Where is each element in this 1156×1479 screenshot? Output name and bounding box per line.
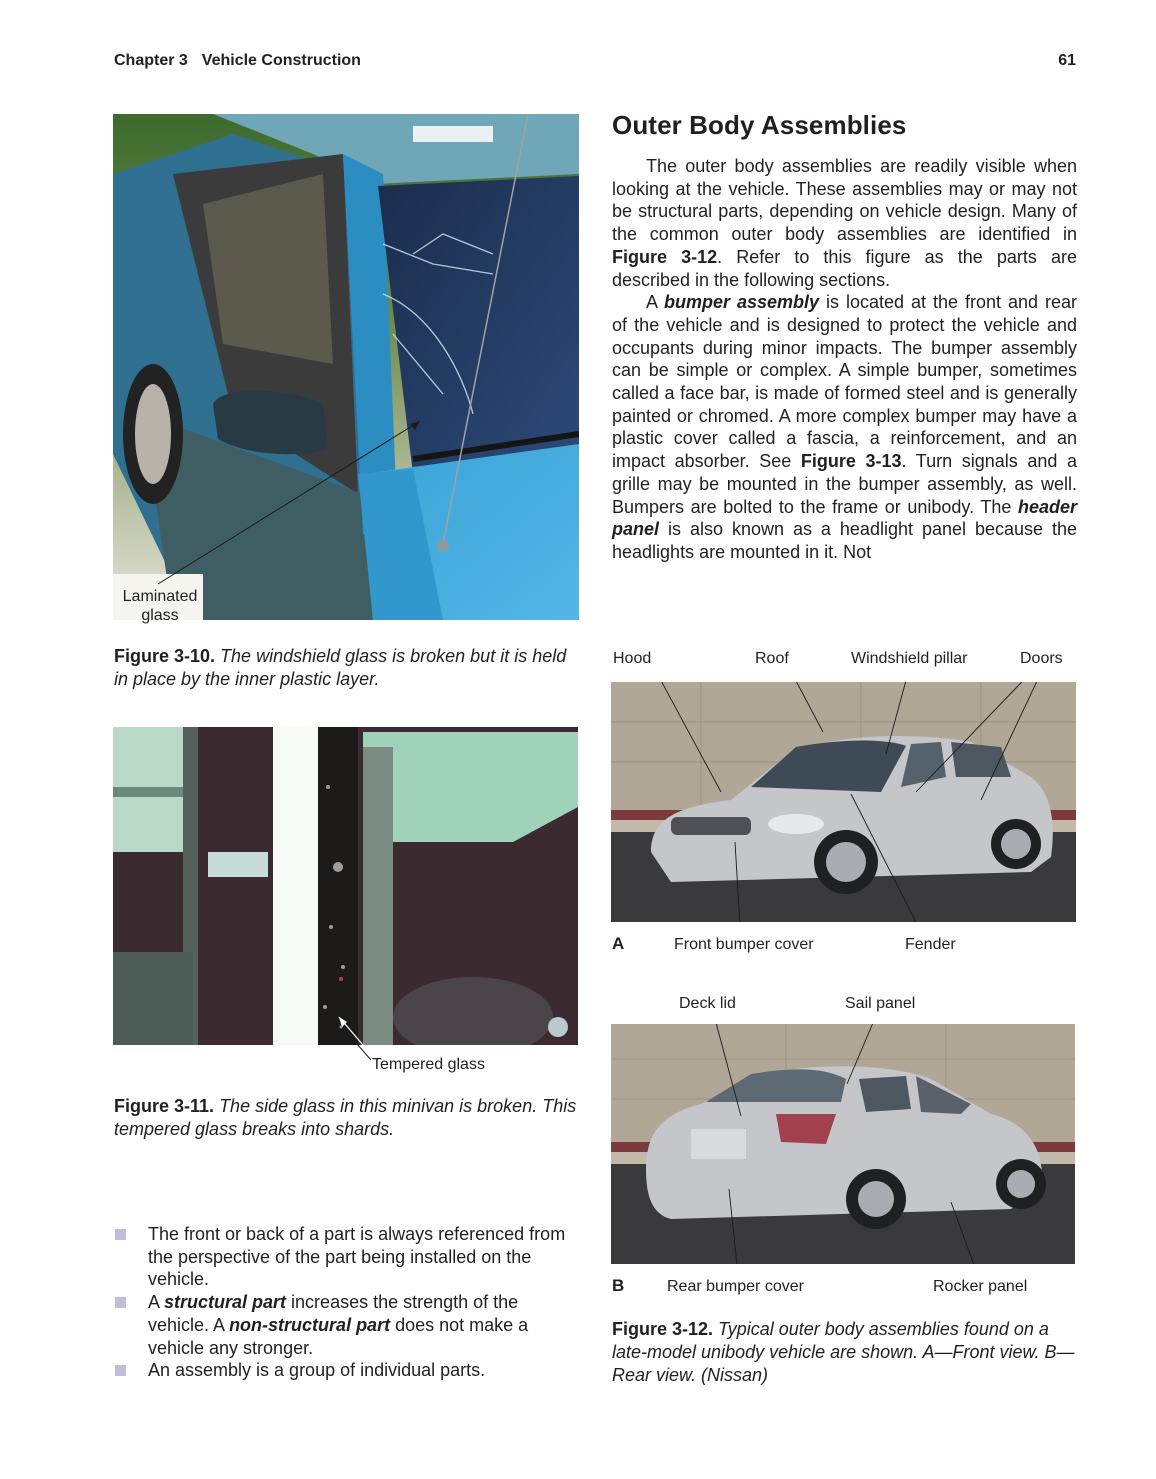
bullet-text: The front or back of a part is always referenced from the perspective of the part being installed on the vehicle.	[148, 1224, 566, 1290]
caption-label: Figure 3-11.	[114, 1096, 215, 1116]
figure-3-11-callout: Tempered glass	[372, 1056, 485, 1073]
label-hood: Hood	[613, 650, 652, 667]
figure-reference: Figure 3-13	[800, 451, 902, 472]
figure-3-10-photo	[113, 114, 579, 620]
text-run: is located at the front and rear of the vehicle and is designed to protect the vehicle and occupants during minor impacts. The bumper assembly can be simple or complex. A simple bumper, sometimes called a face bar, is made of formed steel and is generally painted or chromed. A more complex bumper may have a plastic cover called a fascia, a reinforcement, and an impact absorber. See	[612, 292, 1078, 472]
text-run: A	[646, 292, 664, 313]
paragraph	[612, 155, 1077, 291]
section-body	[612, 155, 1077, 564]
chapter-number: Chapter 3	[114, 52, 188, 69]
label-rocker-panel: Rocker panel	[933, 1278, 1028, 1295]
bullet-text: increases the strength of the vehicle. A	[148, 1292, 519, 1335]
bullet-item	[114, 1223, 574, 1291]
label-roof: Roof	[755, 650, 789, 667]
label-windshield-pillar: Windshield pillar	[851, 650, 968, 667]
text-run: is also known as a headlight panel because the headlights are mounted in it. Not	[612, 519, 1077, 562]
figure-3-11-photo	[113, 727, 578, 1045]
term-non-structural-part: non-structural part	[229, 1314, 391, 1335]
subfigure-letter-a: A	[612, 934, 625, 953]
label-front-bumper-cover: Front bumper cover	[674, 936, 814, 953]
caption-label: Figure 3-12.	[612, 1319, 714, 1339]
term-structural-part: structural part	[164, 1292, 287, 1313]
figure-3-10-caption	[114, 645, 584, 691]
bullet-square-icon	[115, 1229, 126, 1240]
figure-3-12a-photo	[611, 682, 1076, 922]
section-title: Outer Body Assemblies	[612, 110, 907, 140]
bullet-item	[114, 1359, 574, 1382]
bullet-text: An assembly is a group of individual parts.	[148, 1360, 486, 1381]
label-doors: Doors	[1020, 650, 1063, 667]
bullet-square-icon	[115, 1365, 126, 1376]
bullet-item	[114, 1291, 574, 1359]
running-head	[114, 52, 361, 70]
callout-line: Laminated	[122, 588, 198, 605]
paragraph	[612, 291, 1077, 563]
figure-3-12b-photo	[611, 1024, 1075, 1264]
caption-text: The windshield glass is broken but it is held in place by the inner plastic layer.	[114, 646, 567, 689]
caption-label: Figure 3-10.	[114, 646, 216, 666]
label-rear-bumper-cover: Rear bumper cover	[667, 1278, 804, 1295]
chapter-title: Vehicle Construction	[201, 52, 361, 69]
text-run: . Refer to this figure as the parts are described in the following sections.	[612, 246, 1077, 290]
figure-3-11-caption	[114, 1095, 584, 1141]
subfigure-letter-b: B	[612, 1276, 625, 1295]
bullet-text: A	[148, 1292, 165, 1313]
label-deck-lid: Deck lid	[679, 995, 736, 1012]
figure-3-10-callout	[116, 587, 204, 625]
term-bumper-assembly: bumper assembly	[664, 292, 820, 313]
bullet-text: does not make a vehicle any stronger.	[148, 1314, 529, 1358]
caption-text: The side glass in this minivan is broken. This tempered glass breaks into shards.	[114, 1096, 577, 1139]
text-run: . Turn signals and a grille may be mounted in the bumper assembly, as well. Bumpers are bolted to the frame or unibody. The	[612, 451, 1077, 517]
term-header-panel: header panel	[612, 496, 1077, 540]
label-sail-panel: Sail panel	[845, 995, 916, 1012]
caption-text: Typical outer body assemblies found on a late-model unibody vehicle are shown. A—Front view. B—Rear view. (Nissan)	[612, 1319, 1075, 1385]
callout-line: glass	[141, 607, 179, 624]
label-fender: Fender	[905, 936, 956, 953]
bullet-square-icon	[115, 1297, 126, 1308]
figure-reference: Figure 3-12	[612, 246, 718, 267]
text-run: The outer body assemblies are readily visible when looking at the vehicle. These assemblies may or may not be structural parts, depending on vehicle design. Many of the common outer body assemblies are identified in	[612, 156, 1077, 245]
key-points-list	[114, 1223, 574, 1382]
page-number: 61	[1058, 52, 1076, 69]
figure-3-12-caption	[612, 1318, 1082, 1387]
